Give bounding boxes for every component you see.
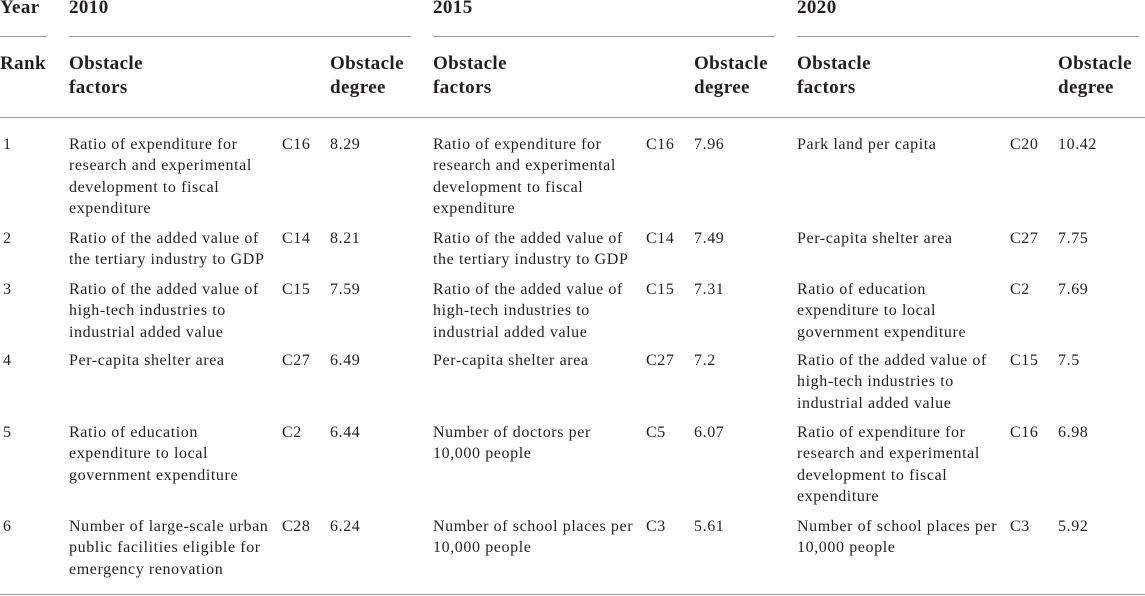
degree-2015-6: 5.61 — [694, 518, 725, 535]
factor-2010-3: Ratio of the added value of high-tech industries to industrial added value — [69, 281, 259, 341]
degree-2010-2: 8.21 — [330, 230, 361, 247]
degree-2015-2: 7.49 — [694, 230, 725, 247]
factor-header-2015: Obstacle factors — [433, 53, 507, 98]
degree-header-2015: Obstacle degree — [694, 53, 768, 98]
rank-4: 4 — [3, 352, 12, 369]
degree-2015-5: 6.07 — [694, 424, 725, 441]
header-bottom-rule — [0, 117, 1145, 118]
code-2020-1: C20 — [1010, 136, 1039, 153]
factor-2010-4: Per-capita shelter area — [69, 352, 225, 369]
year-group-2010 — [69, 0, 415, 596]
factor-header-2020: Obstacle factors — [797, 53, 871, 98]
rank-header: Rank — [0, 53, 46, 74]
year-header: Year — [0, 0, 40, 18]
degree-2010-4: 6.49 — [330, 352, 361, 369]
degree-2010-3: 7.59 — [330, 281, 361, 298]
code-2010-4: C27 — [282, 352, 311, 369]
rank-2: 2 — [3, 230, 12, 247]
factor-2010-5: Ratio of education expenditure to local government expenditure — [69, 424, 239, 484]
table-bottom-rule — [0, 594, 1145, 595]
year-title-2020: 2020 — [797, 0, 837, 18]
factor-2015-5: Number of doctors per 10,000 people — [433, 424, 591, 463]
code-2020-2: C27 — [1010, 230, 1039, 247]
degree-2015-3: 7.31 — [694, 281, 725, 298]
code-2010-1: C16 — [282, 136, 311, 153]
factor-2015-3: Ratio of the added value of high-tech industries to industrial added value — [433, 281, 623, 341]
factor-2020-2: Per-capita shelter area — [797, 230, 953, 247]
code-2015-4: C27 — [646, 352, 675, 369]
factor-2015-2: Ratio of the added value of the tertiary industry to GDP — [433, 230, 629, 269]
code-2015-2: C14 — [646, 230, 675, 247]
code-2015-1: C16 — [646, 136, 675, 153]
code-2020-5: C16 — [1010, 424, 1039, 441]
factor-2015-1: Ratio of expenditure for research and experimental development to fiscal expenditure — [433, 136, 616, 217]
code-2010-2: C14 — [282, 230, 311, 247]
rank-5: 5 — [3, 424, 12, 441]
degree-2020-2: 7.75 — [1058, 230, 1089, 247]
degree-2010-6: 6.24 — [330, 518, 361, 535]
code-2015-5: C5 — [646, 424, 666, 441]
code-2010-3: C15 — [282, 281, 311, 298]
code-2020-4: C15 — [1010, 352, 1039, 369]
factor-2020-4: Ratio of the added value of high-tech industries to industrial added value — [797, 352, 987, 412]
code-2015-6: C3 — [646, 518, 666, 535]
degree-2020-5: 6.98 — [1058, 424, 1089, 441]
year-rule-2020 — [797, 36, 1139, 37]
factor-2020-1: Park land per capita — [797, 136, 937, 153]
code-2010-5: C2 — [282, 424, 302, 441]
code-2010-6: C28 — [282, 518, 311, 535]
degree-2020-1: 10.42 — [1058, 136, 1097, 153]
year-header-rule — [0, 36, 47, 37]
factor-2015-4: Per-capita shelter area — [433, 352, 589, 369]
factor-2010-1: Ratio of expenditure for research and experimental development to fiscal expenditure — [69, 136, 252, 217]
code-2020-6: C3 — [1010, 518, 1030, 535]
rank-1: 1 — [3, 136, 12, 153]
degree-2010-5: 6.44 — [330, 424, 361, 441]
degree-2015-1: 7.96 — [694, 136, 725, 153]
factor-2010-2: Ratio of the added value of the tertiary industry to GDP — [69, 230, 265, 269]
year-group-2020 — [797, 0, 1143, 596]
code-2015-3: C15 — [646, 281, 675, 298]
factor-2015-6: Number of school places per 10,000 people — [433, 518, 634, 557]
degree-2020-3: 7.69 — [1058, 281, 1089, 298]
rank-3: 3 — [3, 281, 12, 298]
degree-header-2010: Obstacle degree — [330, 53, 404, 98]
factor-2020-5: Ratio of expenditure for research and experimental development to fiscal expenditure — [797, 424, 980, 505]
year-rule-2010 — [69, 36, 411, 37]
factor-2010-6: Number of large-scale urban public facilities eligible for emergency renovation — [69, 518, 269, 578]
rank-6: 6 — [3, 518, 12, 535]
code-2020-3: C2 — [1010, 281, 1030, 298]
degree-2020-6: 5.92 — [1058, 518, 1089, 535]
degree-2010-1: 8.29 — [330, 136, 361, 153]
degree-2015-4: 7.2 — [694, 352, 716, 369]
degree-2020-4: 7.5 — [1058, 352, 1080, 369]
factor-2020-6: Number of school places per 10,000 people — [797, 518, 998, 557]
factor-header-2010: Obstacle factors — [69, 53, 143, 98]
year-title-2010: 2010 — [69, 0, 109, 18]
year-rule-2015 — [433, 36, 775, 37]
degree-header-2020: Obstacle degree — [1058, 53, 1132, 98]
year-group-2015 — [433, 0, 779, 596]
year-title-2015: 2015 — [433, 0, 473, 18]
factor-2020-3: Ratio of education expenditure to local government expenditure — [797, 281, 967, 341]
